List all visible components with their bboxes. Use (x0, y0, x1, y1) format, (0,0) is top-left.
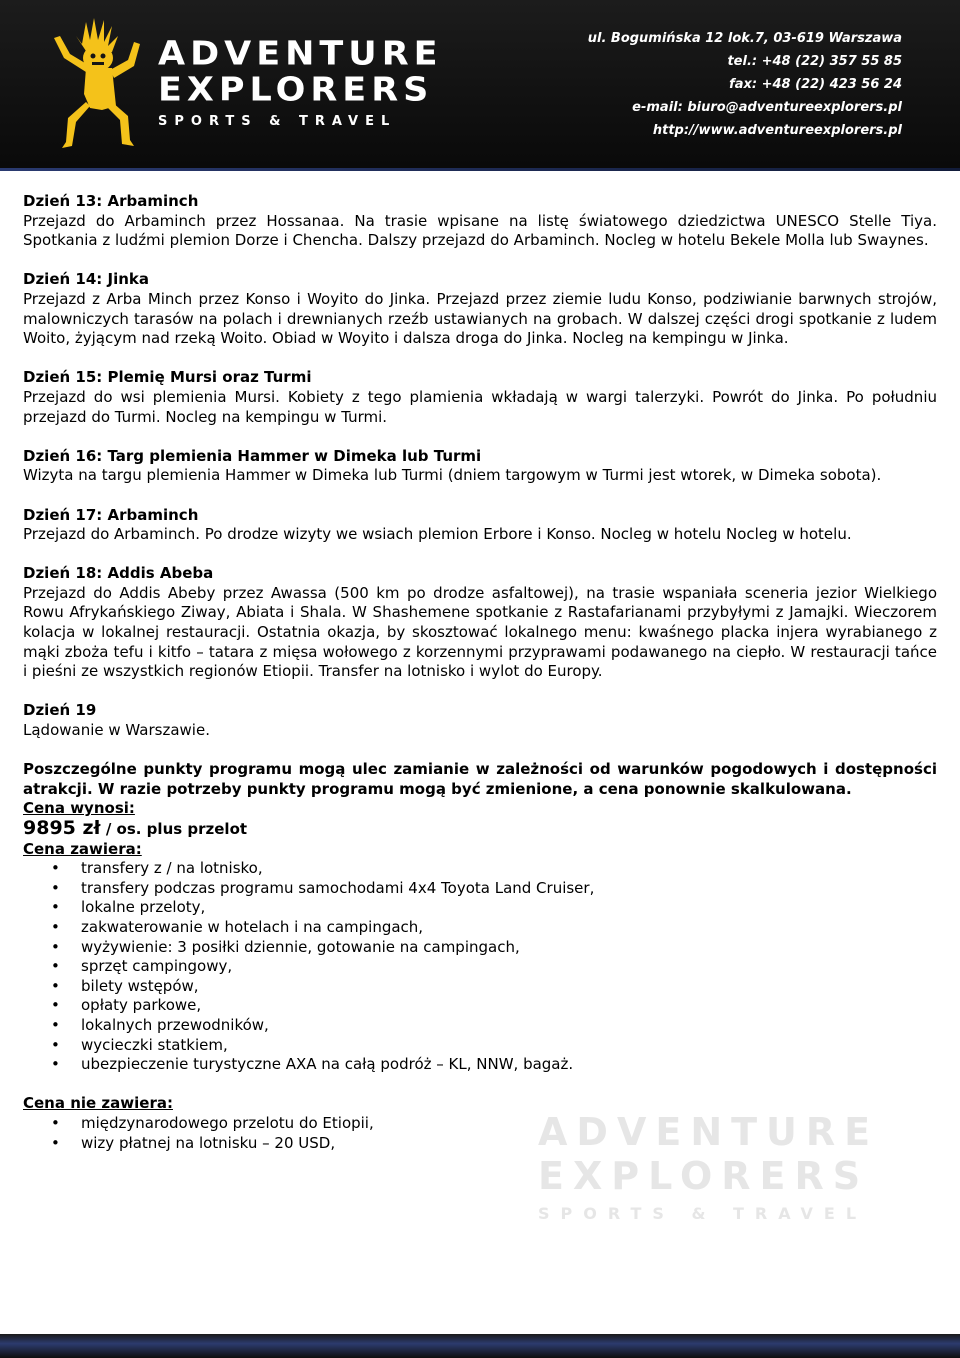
brand-line-explorers: EXPLORERS (158, 71, 434, 109)
list-item (23, 879, 937, 899)
list-item-text: transfery podczas programu samochodami 4x4 Toyota Land Cruiser, (81, 878, 595, 897)
day-13-section (23, 192, 937, 251)
list-item-text: międzynarodowego przelotu do Etiopii, (81, 1113, 374, 1132)
day-title: Dzień 18: Addis Abeba (23, 564, 214, 583)
list-item (23, 957, 937, 977)
bullet-icon: • (51, 878, 60, 897)
day-16-section (23, 447, 937, 486)
list-item-text: wyżywienie: 3 posiłki dziennie, gotowanie na campingach, (81, 937, 520, 956)
contact-block (588, 27, 902, 142)
price-label: Cena wynosi: (23, 799, 135, 818)
watermark-line-adventure: ADVENTURE (538, 1110, 880, 1154)
contact-website[interactable]: http://www.adventureexplorers.pl (652, 123, 902, 138)
price-amount: 9895 zł (23, 817, 101, 839)
day-description: Przejazd do Arbaminch przez Hossanaa. Na trasie wpisane na listę światowego dziedzictwa UNESCO Stelle Tiya. Spotkania z ludźmi plemion Dorze i Chencha. Dalszy przejazd do Arbaminch. Nocleg w hotelu Bekele Molla lub Swaynes. (23, 211, 937, 250)
includes-list (23, 859, 937, 1075)
list-item (23, 1055, 937, 1075)
brand-logo (158, 36, 443, 129)
bullet-icon: • (51, 937, 60, 956)
watermark-line-explorers: EXPLORERS (538, 1154, 870, 1198)
list-item-text: opłaty parkowe, (81, 996, 202, 1015)
list-item-text: bilety wstępów, (81, 976, 199, 995)
list-item-text: zakwaterowanie w hotelach i na campingach, (81, 917, 424, 936)
bullet-icon: • (51, 976, 60, 995)
day-title: Dzień 16: Targ plemienia Hammer w Dimeka lub Turmi (23, 446, 482, 465)
day-title: Dzień 19 (23, 701, 97, 720)
day-description: Przejazd z Arba Minch przez Konso i Woyito do Jinka. Przejazd przez ziemie ludu Konso, podziwianie barwnych strojów, malowniczych tarasów na polach i drewnianych rzeźb ustawianych na grobach. W dalszej części drogi spotkanie z ludem Woito, żyjącym nad rzeką Woito. Obiad w Woyito i dalsza droga do Jinka. Nocleg na kempingu w Jinka. (23, 289, 937, 348)
price-suffix: / os. plus przelot (100, 820, 248, 838)
bullet-icon: • (51, 1133, 60, 1152)
tribal-figure-logo-icon (42, 14, 150, 154)
day-title: Dzień 17: Arbaminch (23, 505, 199, 524)
list-item (23, 1036, 937, 1056)
page-footer-bar (0, 1334, 960, 1358)
list-item (23, 1114, 937, 1134)
bullet-icon: • (51, 859, 60, 878)
day-title: Dzień 14: Jinka (23, 270, 149, 289)
contact-phone: tel.: +48 (22) 357 55 85 (727, 54, 902, 69)
day-14-section (23, 270, 937, 348)
price-row (23, 819, 937, 840)
contact-address: ul. Bogumińska 12 lok.7, 03-619 Warszawa (587, 31, 902, 46)
list-item (23, 996, 937, 1016)
excludes-list (23, 1114, 937, 1153)
bullet-icon: • (51, 1015, 60, 1034)
day-description: Lądowanie w Warszawie. (23, 721, 210, 740)
day-title: Dzień 13: Arbaminch (23, 192, 199, 210)
day-title: Dzień 15: Plemię Mursi oraz Turmi (23, 368, 312, 387)
includes-label: Cena zawiera: (23, 839, 142, 858)
day-15-section (23, 368, 937, 427)
brand-line-adventure: ADVENTURE (158, 35, 443, 73)
list-item (23, 1016, 937, 1036)
header-divider (0, 168, 960, 171)
page-header (0, 0, 960, 168)
bullet-icon: • (51, 898, 60, 917)
program-change-note: Poszczególne punkty programu mogą ulec zamianie w zależności od warunków pogodowych i dostępności atrakcji. W razie potrzeby punkty programu mogą być zmienione, a cena ponownie skalkulowana. (23, 760, 937, 798)
day-description: Przejazd do wsi plemienia Mursi. Kobiety z tego plamienia wkładają w wargi talerzyki. Powrót do Jinka. Po południu przejazd do Turmi. Nocleg na kempingu w Turmi. (23, 387, 937, 426)
list-item (23, 859, 937, 879)
list-item-text: wizy płatnej na lotnisku – 20 USD, (81, 1133, 336, 1152)
list-item-text: ubezpieczenie turystyczne AXA na całą podróż – KL, NNW, bagaż. (81, 1055, 574, 1074)
list-item (23, 1134, 937, 1154)
day-description: Przejazd do Arbaminch. Po drodze wizyty we wsiach plemion Erbore i Konso. Nocleg w hotelu Nocleg w hotelu. (23, 525, 852, 544)
bullet-icon: • (51, 957, 60, 976)
bullet-icon: • (51, 1035, 60, 1054)
list-item-text: sprzęt campingowy, (81, 957, 233, 976)
list-item (23, 938, 937, 958)
bullet-icon: • (51, 1113, 60, 1132)
list-item (23, 898, 937, 918)
bullet-icon: • (51, 1055, 60, 1074)
day-description: Wizyta na targu plemienia Hammer w Dimeka lub Turmi (dniem targowym w Turmi jest wtorek, w Dimeka sobota). (23, 466, 882, 485)
day-17-section (23, 506, 937, 545)
list-item-text: transfery z / na lotnisko, (81, 859, 263, 878)
list-item (23, 977, 937, 997)
watermark-line-tagline: SPORTS & TRAVEL (538, 1204, 868, 1223)
brand-line-tagline: SPORTS & TRAVEL (158, 114, 397, 129)
list-item (23, 918, 937, 938)
day-19-section (23, 701, 937, 740)
document-body (23, 192, 937, 1173)
bullet-icon: • (51, 996, 60, 1015)
contact-email[interactable]: e-mail: biuro@adventureexplorers.pl (632, 100, 902, 115)
bullet-icon: • (51, 917, 60, 936)
contact-fax: fax: +48 (22) 423 56 24 (729, 77, 902, 92)
excludes-label: Cena nie zawiera: (23, 1094, 173, 1113)
day-description: Przejazd do Addis Abeby przez Awassa (500 km po drodze asfaltowej), na trasie wspaniała sceneria jezior Wielkiego Rowu Afrykańskiego Ziway, Abiata i Shala. W Shashemene spotkanie z Rastafarianami przybyłymi z Jamajki. Wieczorem kolacja w lokalnej restauracji. Ostatnia okazja, by skosztować lokalnego menu: kwaśnego placka injera wyrabianego z mąki zboża tefu i kitfo – tatara z mięsa wołowego z korzennymi przyprawami podawanego na ciepło. W restauracji tańce i pieśni ze wszystkich regionów Etiopii. Transfer na lotnisko i wylot do Europy. (23, 583, 937, 681)
list-item-text: wycieczki statkiem, (81, 1035, 228, 1054)
list-item-text: lokalnych przewodników, (81, 1015, 269, 1034)
list-item-text: lokalne przeloty, (81, 898, 206, 917)
day-18-section (23, 564, 937, 682)
